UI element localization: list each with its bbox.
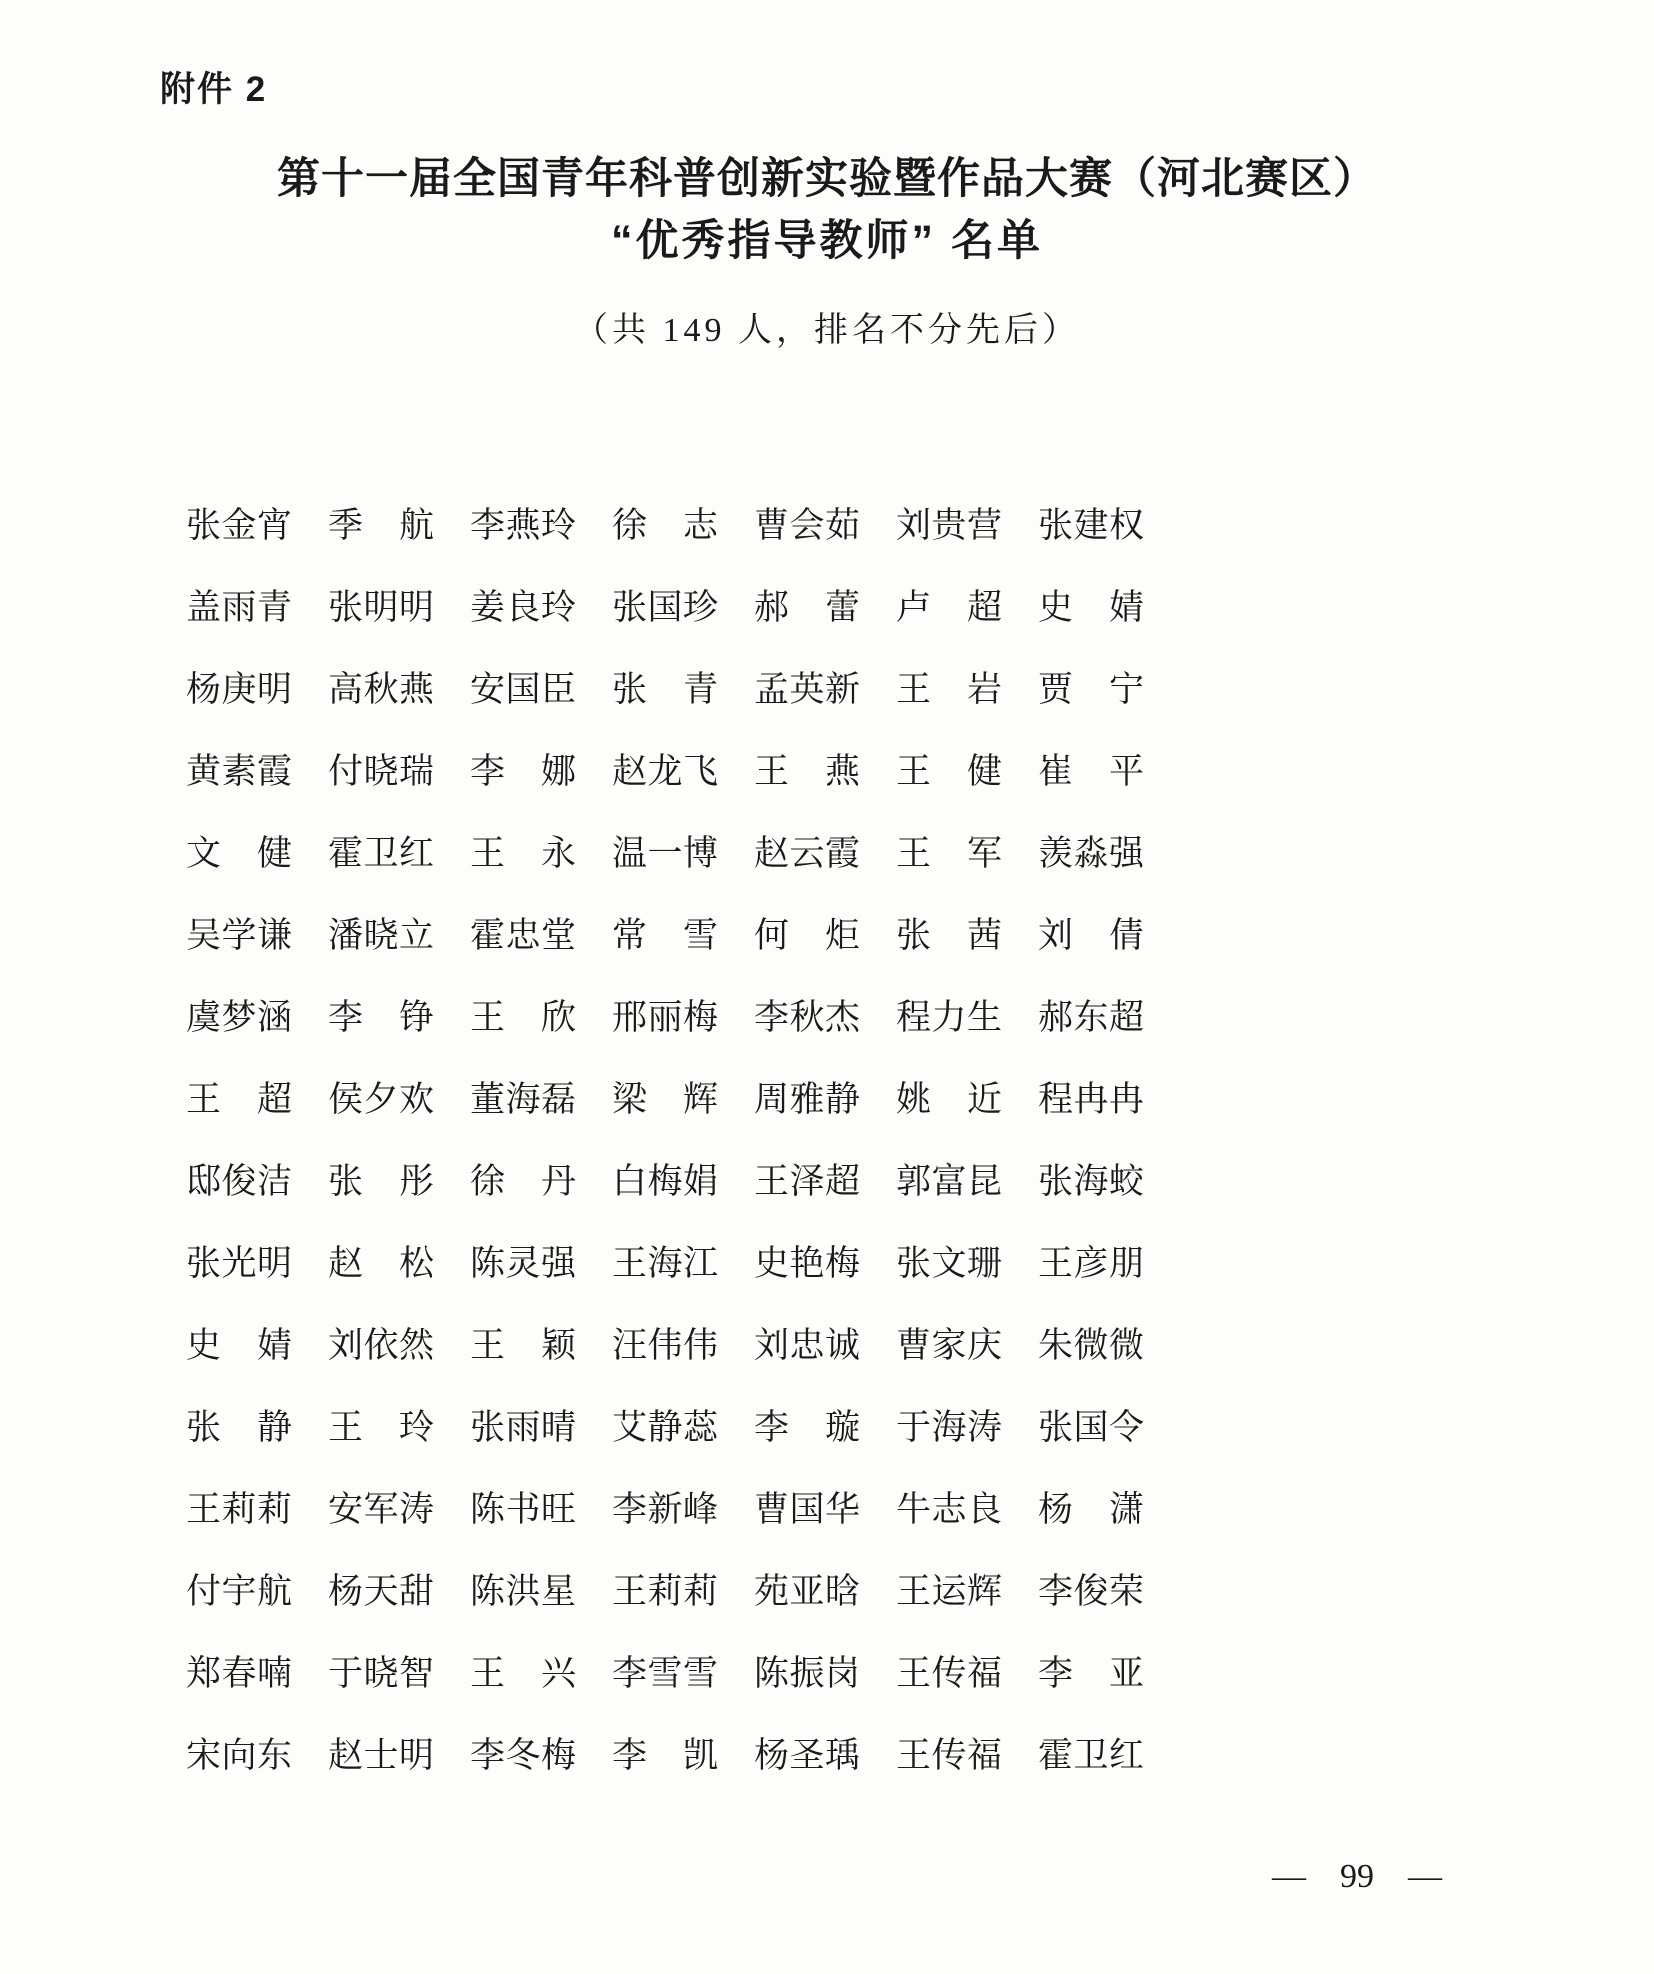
teacher-name: 邸俊洁 bbox=[186, 1162, 292, 1201]
teacher-name: 于海涛 bbox=[896, 1408, 1002, 1447]
teacher-name: 张光明 bbox=[186, 1244, 292, 1283]
teacher-name: 张雨晴 bbox=[470, 1408, 576, 1447]
title-block bbox=[0, 148, 1654, 272]
teacher-name: 文健 bbox=[186, 834, 292, 873]
teacher-name: 朱微微 bbox=[1038, 1326, 1144, 1365]
teacher-name: 刘贵营 bbox=[896, 506, 1002, 545]
teacher-name: 李璇 bbox=[754, 1408, 860, 1447]
teacher-name: 张静 bbox=[186, 1408, 292, 1447]
teacher-name: 陈书旺 bbox=[470, 1490, 576, 1529]
teacher-name: 汪伟伟 bbox=[612, 1326, 718, 1365]
teacher-name: 吴学谦 bbox=[186, 916, 292, 955]
teacher-name: 李冬梅 bbox=[470, 1736, 576, 1775]
teacher-name: 曹会茹 bbox=[754, 506, 860, 545]
teacher-name: 王传福 bbox=[896, 1736, 1002, 1775]
teacher-name: 付宇航 bbox=[186, 1572, 292, 1611]
teacher-name: 李俊荣 bbox=[1038, 1572, 1144, 1611]
teacher-name: 陈洪星 bbox=[470, 1572, 576, 1611]
teacher-name: 苑亚晗 bbox=[754, 1572, 860, 1611]
teacher-name: 李铮 bbox=[328, 998, 434, 1037]
teacher-name: 宋向东 bbox=[186, 1736, 292, 1775]
teacher-name: 王玲 bbox=[328, 1408, 434, 1447]
teacher-name: 李亚 bbox=[1038, 1654, 1144, 1693]
teacher-name: 张茜 bbox=[896, 916, 1002, 955]
footer-left-dash: — bbox=[1272, 1858, 1306, 1895]
teacher-name: 刘倩 bbox=[1038, 916, 1144, 955]
teacher-name: 张国令 bbox=[1038, 1408, 1144, 1447]
teacher-name: 王超 bbox=[186, 1080, 292, 1119]
teacher-name: 王海江 bbox=[612, 1244, 718, 1283]
teacher-name: 王岩 bbox=[896, 670, 1002, 709]
teacher-name: 李娜 bbox=[470, 752, 576, 791]
teacher-name: 温一博 bbox=[612, 834, 718, 873]
teacher-name: 张金宵 bbox=[186, 506, 292, 545]
teacher-name: 王永 bbox=[470, 834, 576, 873]
teacher-name: 常雪 bbox=[612, 916, 718, 955]
footer-right-dash: — bbox=[1408, 1858, 1442, 1895]
teacher-name: 赵云霞 bbox=[754, 834, 860, 873]
teacher-name: 王健 bbox=[896, 752, 1002, 791]
teacher-name: 李雪雪 bbox=[612, 1654, 718, 1693]
teacher-name: 姜良玲 bbox=[470, 588, 576, 627]
teacher-name: 张彤 bbox=[328, 1162, 434, 1201]
teacher-name: 贾宁 bbox=[1038, 670, 1144, 709]
teacher-name: 王欣 bbox=[470, 998, 576, 1037]
teacher-name: 陈灵强 bbox=[470, 1244, 576, 1283]
teacher-name: 于晓智 bbox=[328, 1654, 434, 1693]
teacher-name: 李新峰 bbox=[612, 1490, 718, 1529]
names-grid bbox=[186, 508, 1144, 1774]
teacher-name: 张国珍 bbox=[612, 588, 718, 627]
document-title-line1: 第十一届全国青年科普创新实验暨作品大赛（河北赛区） bbox=[277, 155, 1377, 203]
teacher-name: 侯夕欢 bbox=[328, 1080, 434, 1119]
teacher-name: 曹国华 bbox=[754, 1490, 860, 1529]
teacher-name: 牛志良 bbox=[896, 1490, 1002, 1529]
document-subtitle: （共 149 人，排名不分先后） bbox=[574, 312, 1080, 349]
teacher-name: 王彦朋 bbox=[1038, 1244, 1144, 1283]
teacher-name: 张文珊 bbox=[896, 1244, 1002, 1283]
teacher-name: 郑春喃 bbox=[186, 1654, 292, 1693]
teacher-name: 王军 bbox=[896, 834, 1002, 873]
teacher-name: 刘忠诚 bbox=[754, 1326, 860, 1365]
teacher-name: 郭富昆 bbox=[896, 1162, 1002, 1201]
teacher-name: 霍卫红 bbox=[1038, 1736, 1144, 1775]
teacher-name: 卢超 bbox=[896, 588, 1002, 627]
teacher-name: 艾静蕊 bbox=[612, 1408, 718, 1447]
teacher-name: 郝蕾 bbox=[754, 588, 860, 627]
teacher-name: 王兴 bbox=[470, 1654, 576, 1693]
teacher-name: 何炬 bbox=[754, 916, 860, 955]
teacher-name: 霍忠堂 bbox=[470, 916, 576, 955]
teacher-name: 安国臣 bbox=[470, 670, 576, 709]
teacher-name: 周雅静 bbox=[754, 1080, 860, 1119]
teacher-name: 徐丹 bbox=[470, 1162, 576, 1201]
teacher-name: 高秋燕 bbox=[328, 670, 434, 709]
teacher-name: 史婧 bbox=[186, 1326, 292, 1365]
teacher-name: 姚近 bbox=[896, 1080, 1002, 1119]
teacher-name: 王运辉 bbox=[896, 1572, 1002, 1611]
teacher-name: 季航 bbox=[328, 506, 434, 545]
teacher-name: 刘依然 bbox=[328, 1326, 434, 1365]
teacher-name: 陈振岗 bbox=[754, 1654, 860, 1693]
teacher-name: 史婧 bbox=[1038, 588, 1144, 627]
teacher-name: 盖雨青 bbox=[186, 588, 292, 627]
teacher-name: 张建权 bbox=[1038, 506, 1144, 545]
teacher-name: 张海蛟 bbox=[1038, 1162, 1144, 1201]
teacher-name: 邢丽梅 bbox=[612, 998, 718, 1037]
teacher-name: 杨庚明 bbox=[186, 670, 292, 709]
teacher-name: 张明明 bbox=[328, 588, 434, 627]
teacher-name: 徐志 bbox=[612, 506, 718, 545]
teacher-name: 张青 bbox=[612, 670, 718, 709]
teacher-name: 崔平 bbox=[1038, 752, 1144, 791]
teacher-name: 程冉冉 bbox=[1038, 1080, 1144, 1119]
teacher-name: 虞梦涵 bbox=[186, 998, 292, 1037]
page-footer bbox=[1272, 1858, 1442, 1896]
teacher-name: 王颖 bbox=[470, 1326, 576, 1365]
teacher-name: 杨天甜 bbox=[328, 1572, 434, 1611]
teacher-name: 曹家庆 bbox=[896, 1326, 1002, 1365]
teacher-name: 李燕玲 bbox=[470, 506, 576, 545]
teacher-name: 安军涛 bbox=[328, 1490, 434, 1529]
teacher-name: 史艳梅 bbox=[754, 1244, 860, 1283]
teacher-name: 王莉莉 bbox=[186, 1490, 292, 1529]
teacher-name: 羡淼强 bbox=[1038, 834, 1144, 873]
page-number: 99 bbox=[1340, 1858, 1374, 1895]
teacher-name: 董海磊 bbox=[470, 1080, 576, 1119]
teacher-name: 王莉莉 bbox=[612, 1572, 718, 1611]
teacher-name: 霍卫红 bbox=[328, 834, 434, 873]
teacher-name: 赵龙飞 bbox=[612, 752, 718, 791]
teacher-name: 程力生 bbox=[896, 998, 1002, 1037]
document-title-line2: “优秀指导教师” 名单 bbox=[611, 217, 1043, 265]
teacher-name: 王传福 bbox=[896, 1654, 1002, 1693]
teacher-name: 王燕 bbox=[754, 752, 860, 791]
teacher-name: 潘晓立 bbox=[328, 916, 434, 955]
attachment-label: 附件 2 bbox=[160, 70, 268, 109]
teacher-name: 赵松 bbox=[328, 1244, 434, 1283]
teacher-name: 李凯 bbox=[612, 1736, 718, 1775]
teacher-name: 李秋杰 bbox=[754, 998, 860, 1037]
teacher-name: 杨潇 bbox=[1038, 1490, 1144, 1529]
teacher-name: 赵士明 bbox=[328, 1736, 434, 1775]
teacher-name: 黄素霞 bbox=[186, 752, 292, 791]
teacher-name: 梁辉 bbox=[612, 1080, 718, 1119]
teacher-name: 王泽超 bbox=[754, 1162, 860, 1201]
teacher-name: 付晓瑞 bbox=[328, 752, 434, 791]
teacher-name: 孟英新 bbox=[754, 670, 860, 709]
teacher-name: 杨圣瑀 bbox=[754, 1736, 860, 1775]
teacher-name: 郝东超 bbox=[1038, 998, 1144, 1037]
teacher-name: 白梅娟 bbox=[612, 1162, 718, 1201]
